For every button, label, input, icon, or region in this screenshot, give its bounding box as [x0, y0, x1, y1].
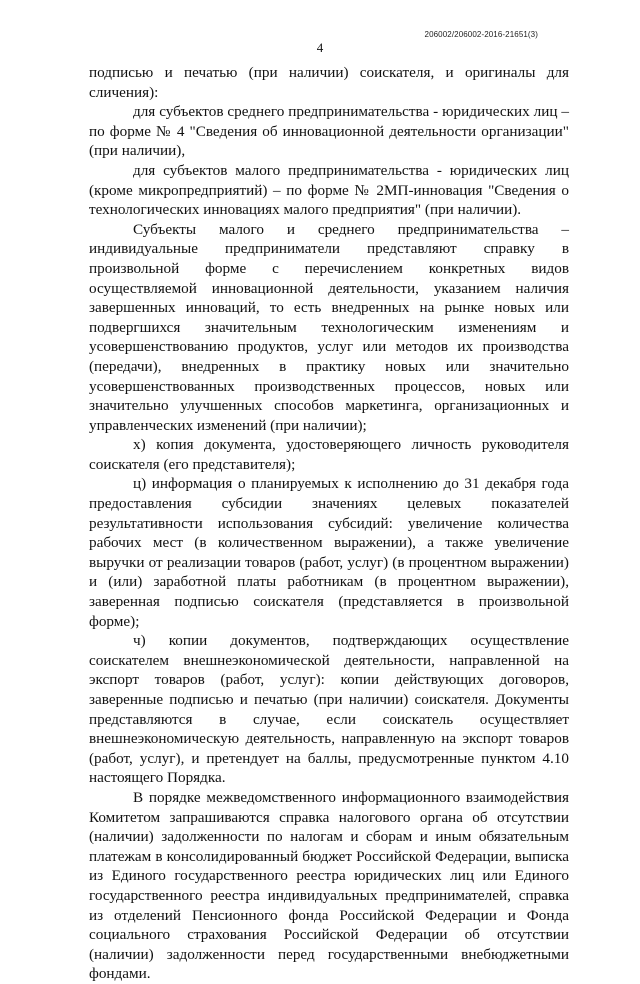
- paragraph-individual-entrepreneurs: Субъекты малого и среднего предпринимательства – индивидуальные предприниматели представляют справку в произвольной форме с перечислением конкретных видов осуществляемой инновационной деятельности, указанием наличия завершенных инноваций, то есть внедренных на рынке новых или подвергшихся значительным технологическим изменениям и усовершенствованию продуктов, услуг или методов их производства (передачи), внедренных в практику новых или значительно усовершенствованных производственных процессов, новых или значительно улучшенных способов маркетинга, организационных и управленческих изменений (при наличии);: [89, 220, 569, 434]
- paragraph-continuation: подписью и печатью (при наличии) соискателя, и оригиналы для сличения):: [89, 64, 569, 101]
- document-body: [89, 63, 569, 984]
- paragraph-small-business-form: для субъектов малого предпринимательства - юридических лиц (кроме микропредприятий) – по форме № 2МП-инновация "Сведения о технологических инновациях малого предприятия" (при наличии).: [89, 161, 569, 219]
- paragraph-medium-business-form: для субъектов среднего предпринимательства - юридических лиц – по форме № 4 "Сведения об инновационной деятельности организации" (при наличии),: [89, 103, 569, 160]
- page-number: 4: [316, 40, 324, 55]
- paragraph-item-ts: ц) информация о планируемых к исполнению до 31 декабря года предоставления субсидии значениях целевых показателей результативности использования субсидий: увеличение количества рабочих мест (в количественном выражении), а также увеличение выручки от реализации товаров (работ, услуг) (в процентном выражении) и (или) заработной платы работникам (в процентном выражении), заверенная подписью соискателя (представляется в произвольной форме);: [89, 475, 569, 630]
- paragraph-interagency-request: В порядке межведомственного информационного взаимодействия Комитетом запрашиваются справка налогового органа об отсутствии (наличии) задолженности по налогам и сборам и иным обязательным платежам в консолидированный бюджет Российской Федерации, выписка из Единого государственного реестра юридических лиц или Единого государственного реестра индивидуальных предпринимателей, справка из отделений Пенсионного фонда Российской Федерации и Фонда социального страхования Российской Федерации об отсутствии (наличии) задолженности перед государственными внебюджетными фондами.: [89, 788, 569, 983]
- paragraph-item-kh: х) копия документа, удостоверяющего личность руководителя соискателя (его представителя);: [89, 436, 569, 473]
- document-id: 206002/206002-2016-21651(3): [424, 30, 538, 39]
- paragraph-item-ch: ч) копии документов, подтверждающих осуществление соискателем внешнеэкономической деятельности, направленной на экспорт товаров (работ, услуг): копии действующих договоров, заверенные подписью и печатью (при наличии) соискателя. Документы представляются в случае, если соискатель осуществляет внешнеэкономическую деятельность, направленную на экспорт товаров (работ, услуг), и претендует на баллы, предусмотренные пунктом 4.10 настоящего Порядка.: [89, 632, 569, 787]
